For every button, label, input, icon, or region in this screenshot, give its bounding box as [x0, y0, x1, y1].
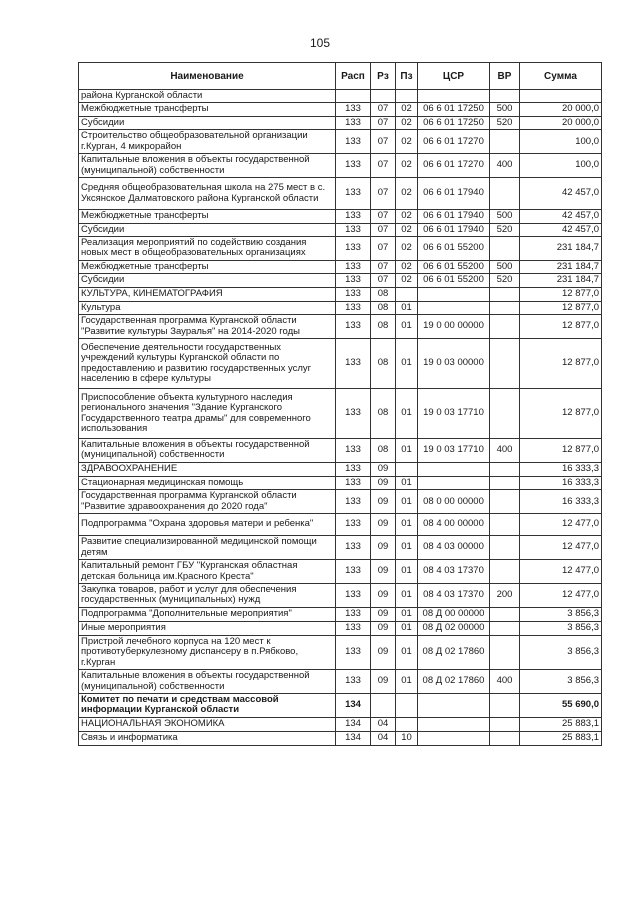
- cell-rasp: 133: [336, 621, 371, 635]
- cell-sum: 12 877,0: [520, 339, 602, 389]
- cell-csr: [418, 287, 490, 301]
- cell-rasp: 133: [336, 178, 371, 210]
- cell-pz: 02: [396, 274, 418, 287]
- cell-sum: 42 457,0: [520, 210, 602, 223]
- cell-vr: [490, 236, 520, 260]
- cell-name: Строительство общеобразовательной организации г.Курган, 4 микрорайон: [79, 130, 336, 154]
- cell-vr: [490, 287, 520, 301]
- cell-vr: [490, 315, 520, 339]
- cell-name: Обеспечение деятельности государственных учреждений культуры Курганской области по предоставлению и развитию государственных услуг населению в сфере культуры: [79, 339, 336, 389]
- cell-csr: 19 0 03 00000: [418, 339, 490, 389]
- cell-sum: 16 333,3: [520, 476, 602, 489]
- cell-rz: 09: [371, 536, 396, 560]
- cell-name: Субсидии: [79, 223, 336, 236]
- cell-name: Средняя общеобразовательная школа на 275 мест в с. Уксянское Далматовского района Курганской области: [79, 178, 336, 210]
- cell-csr: [418, 731, 490, 745]
- cell-rz: 09: [371, 635, 396, 669]
- cell-sum: 42 457,0: [520, 178, 602, 210]
- cell-pz: [396, 462, 418, 476]
- cell-vr: [490, 476, 520, 489]
- table-row: [79, 560, 602, 584]
- cell-rasp: 134: [336, 694, 371, 718]
- cell-name: КУЛЬТУРА, КИНЕМАТОГРАФИЯ: [79, 287, 336, 301]
- cell-rz: 09: [371, 670, 396, 694]
- cell-pz: 01: [396, 339, 418, 389]
- cell-vr: 400: [490, 439, 520, 463]
- cell-pz: [396, 287, 418, 301]
- table-row: [79, 536, 602, 560]
- cell-pz: 02: [396, 223, 418, 236]
- cell-sum: 12 477,0: [520, 514, 602, 536]
- cell-sum: 3 856,3: [520, 621, 602, 635]
- cell-pz: 02: [396, 154, 418, 178]
- cell-sum: 12 877,0: [520, 439, 602, 463]
- cell-pz: 02: [396, 178, 418, 210]
- cell-csr: 06 6 01 55200: [418, 274, 490, 287]
- cell-sum: 100,0: [520, 154, 602, 178]
- cell-vr: [490, 621, 520, 635]
- cell-vr: [490, 490, 520, 514]
- table-row: [79, 260, 602, 273]
- cell-rasp: 133: [336, 103, 371, 116]
- cell-rz: 04: [371, 717, 396, 731]
- cell-pz: [396, 694, 418, 718]
- cell-csr: 08 0 00 00000: [418, 490, 490, 514]
- cell-sum: 25 883,1: [520, 717, 602, 731]
- cell-pz: 02: [396, 116, 418, 129]
- cell-name: Межбюджетные трансферты: [79, 210, 336, 223]
- cell-name: Комитет по печати и средствам массовой информации Курганской области: [79, 694, 336, 718]
- cell-sum: 231 184,7: [520, 274, 602, 287]
- cell-vr: [490, 560, 520, 584]
- cell-rasp: 133: [336, 210, 371, 223]
- cell-rasp: 133: [336, 439, 371, 463]
- cell-name: НАЦИОНАЛЬНАЯ ЭКОНОМИКА: [79, 717, 336, 731]
- table-row: [79, 462, 602, 476]
- cell-pz: 01: [396, 560, 418, 584]
- table-row: [79, 731, 602, 745]
- cell-name: Государственная программа Курганской области "Развитие здравоохранения до 2020 года": [79, 490, 336, 514]
- cell-name: Субсидии: [79, 274, 336, 287]
- cell-rz: 09: [371, 560, 396, 584]
- cell-sum: 20 000,0: [520, 116, 602, 129]
- cell-rz: 07: [371, 260, 396, 273]
- cell-rasp: 133: [336, 490, 371, 514]
- budget-table: [78, 62, 602, 746]
- cell-csr: 19 0 00 00000: [418, 315, 490, 339]
- table-row: [79, 476, 602, 489]
- header-csr: ЦСР: [418, 63, 490, 90]
- table-row: [79, 490, 602, 514]
- cell-sum: 55 690,0: [520, 694, 602, 718]
- cell-rz: 08: [371, 301, 396, 314]
- table-row: [79, 274, 602, 287]
- cell-name: Культура: [79, 301, 336, 314]
- cell-name: района Курганской области: [79, 90, 336, 103]
- cell-pz: 01: [396, 583, 418, 607]
- cell-rz: 09: [371, 476, 396, 489]
- cell-sum: 12 877,0: [520, 315, 602, 339]
- cell-pz: 01: [396, 621, 418, 635]
- cell-rz: 07: [371, 178, 396, 210]
- cell-sum: 16 333,3: [520, 490, 602, 514]
- cell-sum: 12 477,0: [520, 583, 602, 607]
- cell-rasp: 133: [336, 536, 371, 560]
- cell-csr: 08 Д 02 17860: [418, 635, 490, 669]
- cell-name: Капитальные вложения в объекты государственной (муниципальной) собственности: [79, 670, 336, 694]
- cell-vr: 520: [490, 274, 520, 287]
- table-row: [79, 439, 602, 463]
- cell-rasp: 133: [336, 560, 371, 584]
- cell-rz: 07: [371, 116, 396, 129]
- header-rz: Рз: [371, 63, 396, 90]
- cell-csr: [418, 694, 490, 718]
- cell-rasp: 133: [336, 274, 371, 287]
- cell-rasp: 133: [336, 315, 371, 339]
- header-vr: ВР: [490, 63, 520, 90]
- cell-name: Связь и информатика: [79, 731, 336, 745]
- cell-csr: 06 6 01 17250: [418, 103, 490, 116]
- header-rasp: Расп: [336, 63, 371, 90]
- table-row: [79, 301, 602, 314]
- cell-csr: 06 6 01 17940: [418, 210, 490, 223]
- cell-csr: 06 6 01 17940: [418, 178, 490, 210]
- table-row: [79, 154, 602, 178]
- cell-csr: 06 6 01 17940: [418, 223, 490, 236]
- cell-rasp: 134: [336, 717, 371, 731]
- cell-sum: 12 877,0: [520, 301, 602, 314]
- table-row: [79, 717, 602, 731]
- cell-rasp: 133: [336, 583, 371, 607]
- cell-sum: 100,0: [520, 130, 602, 154]
- cell-csr: [418, 301, 490, 314]
- cell-name: Иные мероприятия: [79, 621, 336, 635]
- cell-rz: 09: [371, 514, 396, 536]
- table-row: [79, 287, 602, 301]
- page-number: 105: [309, 36, 331, 50]
- cell-csr: 06 6 01 17270: [418, 154, 490, 178]
- cell-csr: 08 Д 02 17860: [418, 670, 490, 694]
- cell-rasp: 133: [336, 116, 371, 129]
- cell-pz: 01: [396, 635, 418, 669]
- cell-csr: 08 Д 00 00000: [418, 607, 490, 621]
- cell-name: Закупка товаров, работ и услуг для обеспечения государственных (муниципальных) нужд: [79, 583, 336, 607]
- cell-sum: 25 883,1: [520, 731, 602, 745]
- cell-rz: 09: [371, 621, 396, 635]
- cell-vr: [490, 339, 520, 389]
- table-row: [79, 178, 602, 210]
- cell-rasp: 133: [336, 301, 371, 314]
- cell-rasp: 134: [336, 731, 371, 745]
- cell-sum: 231 184,7: [520, 260, 602, 273]
- cell-csr: [418, 717, 490, 731]
- cell-csr: 08 4 03 00000: [418, 536, 490, 560]
- cell-vr: 400: [490, 154, 520, 178]
- cell-rasp: 133: [336, 670, 371, 694]
- table-row: [79, 389, 602, 439]
- cell-name: Подпрограмма "Дополнительные мероприятия": [79, 607, 336, 621]
- cell-rz: 07: [371, 210, 396, 223]
- cell-sum: 231 184,7: [520, 236, 602, 260]
- cell-rasp: 133: [336, 476, 371, 489]
- cell-csr: 06 6 01 55200: [418, 236, 490, 260]
- cell-name: Стационарная медицинская помощь: [79, 476, 336, 489]
- cell-pz: 01: [396, 389, 418, 439]
- cell-csr: 06 6 01 17270: [418, 130, 490, 154]
- cell-pz: 01: [396, 536, 418, 560]
- cell-pz: 02: [396, 210, 418, 223]
- cell-vr: [490, 635, 520, 669]
- cell-rasp: 133: [336, 287, 371, 301]
- cell-rasp: [336, 90, 371, 103]
- cell-vr: [490, 462, 520, 476]
- cell-rz: 08: [371, 389, 396, 439]
- cell-sum: 12 877,0: [520, 287, 602, 301]
- cell-name: Государственная программа Курганской области "Развитие культуры Зауралья" на 2014-2020 годы: [79, 315, 336, 339]
- cell-rz: 07: [371, 154, 396, 178]
- cell-name: Подпрограмма "Охрана здоровья матери и ребенка": [79, 514, 336, 536]
- header-name: Наименование: [79, 63, 336, 90]
- table-row: [79, 607, 602, 621]
- cell-rz: 08: [371, 315, 396, 339]
- table-row: [79, 90, 602, 103]
- cell-vr: 500: [490, 210, 520, 223]
- cell-pz: 01: [396, 439, 418, 463]
- cell-sum: 42 457,0: [520, 223, 602, 236]
- table-row: [79, 514, 602, 536]
- table-header-row: [79, 63, 602, 90]
- table-row: [79, 315, 602, 339]
- cell-pz: 02: [396, 103, 418, 116]
- cell-name: ЗДРАВООХРАНЕНИЕ: [79, 462, 336, 476]
- table-row: [79, 130, 602, 154]
- cell-vr: 520: [490, 116, 520, 129]
- cell-pz: 10: [396, 731, 418, 745]
- cell-name: Межбюджетные трансферты: [79, 260, 336, 273]
- cell-pz: 01: [396, 476, 418, 489]
- cell-csr: 08 4 00 00000: [418, 514, 490, 536]
- cell-sum: 20 000,0: [520, 103, 602, 116]
- cell-rz: 07: [371, 103, 396, 116]
- cell-vr: [490, 301, 520, 314]
- cell-rz: 07: [371, 130, 396, 154]
- cell-vr: [490, 536, 520, 560]
- cell-pz: 01: [396, 670, 418, 694]
- cell-csr: [418, 476, 490, 489]
- cell-pz: 01: [396, 315, 418, 339]
- cell-vr: [490, 514, 520, 536]
- cell-sum: 12 477,0: [520, 560, 602, 584]
- cell-sum: 12 477,0: [520, 536, 602, 560]
- cell-vr: 520: [490, 223, 520, 236]
- cell-vr: [490, 130, 520, 154]
- cell-pz: 01: [396, 301, 418, 314]
- cell-vr: [490, 694, 520, 718]
- cell-rz: 08: [371, 339, 396, 389]
- cell-rz: [371, 694, 396, 718]
- cell-csr: [418, 90, 490, 103]
- cell-vr: 200: [490, 583, 520, 607]
- table-row: [79, 583, 602, 607]
- cell-csr: 19 0 03 17710: [418, 389, 490, 439]
- cell-rasp: 133: [336, 389, 371, 439]
- table-row: [79, 236, 602, 260]
- cell-vr: [490, 717, 520, 731]
- cell-pz: [396, 90, 418, 103]
- cell-pz: 01: [396, 607, 418, 621]
- table-row: [79, 116, 602, 129]
- cell-name: Пристрой лечебного корпуса на 120 мест к противотуберкулезному диспансеру в п.Рябково, г.Курган: [79, 635, 336, 669]
- cell-sum: [520, 90, 602, 103]
- table-row: [79, 694, 602, 718]
- cell-pz: 02: [396, 130, 418, 154]
- cell-vr: 500: [490, 260, 520, 273]
- cell-name: Капитальные вложения в объекты государственной (муниципальной) собственности: [79, 439, 336, 463]
- table-row: [79, 621, 602, 635]
- header-pz: Пз: [396, 63, 418, 90]
- cell-pz: 02: [396, 236, 418, 260]
- cell-sum: 3 856,3: [520, 670, 602, 694]
- header-sum: Сумма: [520, 63, 602, 90]
- cell-rasp: 133: [336, 339, 371, 389]
- cell-csr: [418, 462, 490, 476]
- cell-pz: 01: [396, 514, 418, 536]
- cell-csr: 08 4 03 17370: [418, 583, 490, 607]
- cell-name: Реализация мероприятий по содействию создания новых мест в общеобразовательных организациях: [79, 236, 336, 260]
- cell-rz: 07: [371, 236, 396, 260]
- cell-rasp: 133: [336, 260, 371, 273]
- cell-vr: [490, 90, 520, 103]
- cell-name: Развитие специализированной медицинской помощи детям: [79, 536, 336, 560]
- cell-vr: [490, 178, 520, 210]
- cell-name: Приспособление объекта культурного наследия регионального значения "Здание Курганского Государственного театра драмы" для современного использования: [79, 389, 336, 439]
- table-row: [79, 210, 602, 223]
- cell-csr: 08 4 03 17370: [418, 560, 490, 584]
- cell-sum: 3 856,3: [520, 607, 602, 621]
- cell-pz: 01: [396, 490, 418, 514]
- cell-rz: 08: [371, 287, 396, 301]
- cell-name: Межбюджетные трансферты: [79, 103, 336, 116]
- table-row: [79, 103, 602, 116]
- cell-rz: 08: [371, 439, 396, 463]
- cell-vr: [490, 607, 520, 621]
- cell-sum: 3 856,3: [520, 635, 602, 669]
- cell-sum: 12 877,0: [520, 389, 602, 439]
- cell-rz: 09: [371, 490, 396, 514]
- cell-rasp: 133: [336, 223, 371, 236]
- cell-rasp: 133: [336, 154, 371, 178]
- cell-csr: 08 Д 02 00000: [418, 621, 490, 635]
- cell-rz: 09: [371, 462, 396, 476]
- cell-csr: 06 6 01 55200: [418, 260, 490, 273]
- cell-rasp: 133: [336, 462, 371, 476]
- cell-csr: 19 0 03 17710: [418, 439, 490, 463]
- table-row: [79, 339, 602, 389]
- table-row: [79, 223, 602, 236]
- cell-vr: 400: [490, 670, 520, 694]
- cell-csr: 06 6 01 17250: [418, 116, 490, 129]
- cell-rz: 09: [371, 583, 396, 607]
- cell-rz: 07: [371, 223, 396, 236]
- cell-rz: 07: [371, 274, 396, 287]
- cell-pz: [396, 717, 418, 731]
- cell-rasp: 133: [336, 607, 371, 621]
- cell-sum: 16 333,3: [520, 462, 602, 476]
- cell-rasp: 133: [336, 236, 371, 260]
- cell-rasp: 133: [336, 514, 371, 536]
- cell-name: Субсидии: [79, 116, 336, 129]
- table-row: [79, 670, 602, 694]
- cell-name: Капитальный ремонт ГБУ "Курганская областная детская больница им.Красного Креста": [79, 560, 336, 584]
- cell-rz: [371, 90, 396, 103]
- table-row: [79, 635, 602, 669]
- cell-vr: [490, 389, 520, 439]
- cell-vr: [490, 731, 520, 745]
- cell-rz: 04: [371, 731, 396, 745]
- cell-vr: 500: [490, 103, 520, 116]
- cell-name: Капитальные вложения в объекты государственной (муниципальной) собственности: [79, 154, 336, 178]
- cell-rasp: 133: [336, 130, 371, 154]
- cell-rasp: 133: [336, 635, 371, 669]
- cell-rz: 09: [371, 607, 396, 621]
- cell-pz: 02: [396, 260, 418, 273]
